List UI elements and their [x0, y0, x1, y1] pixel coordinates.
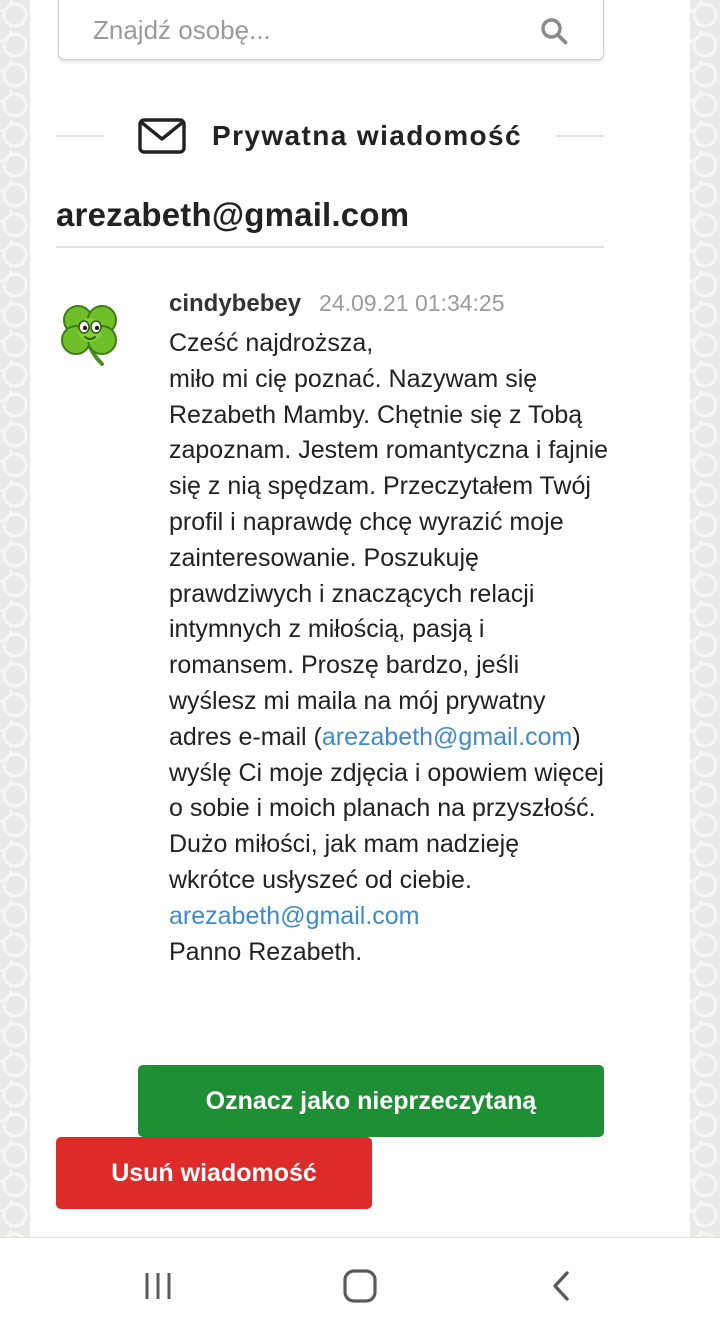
message: [169, 290, 609, 970]
email-link[interactable]: arezabeth@gmail.com: [321, 722, 573, 751]
recipient-address: arezabeth@gmail.com: [56, 196, 604, 248]
message-text: miło mi cię poznać. Nazywam się Rezabeth Mamby. Chętnie się z Tobą zapoznam. Jestem romantyczna i fajnie się z nią spędzam. Przeczytałem Twój profil i naprawdę chcę wyrazić moje zainteresowanie. Poszukuję prawdziwych i znaczących relacji intymnych z miłością, pasją i romansem. Proszę bardzo, jeśli wyślesz mi maila na mój prywatny adres e-mail: [169, 364, 609, 751]
message-text: ) wyślę Ci moje zdjęcia i opowiem więcej o sobie i moich planach na przyszłość. Dużo miłości, jak mam nadzieję wkrótce usłyszeć od ciebie.: [169, 722, 604, 894]
divider: [556, 135, 604, 137]
mark-unread-button[interactable]: Oznacz jako nieprzeczytaną: [138, 1065, 604, 1137]
section-heading: [56, 108, 604, 164]
clover-avatar: [58, 296, 122, 368]
divider: [56, 135, 104, 137]
message-meta: [169, 290, 609, 326]
message-body: [169, 326, 609, 970]
message-line: [169, 899, 609, 935]
message-line: Cześć najdroższa,: [169, 329, 374, 357]
system-nav-bar: [0, 1237, 720, 1331]
section-title: Prywatna wiadomość: [212, 120, 522, 151]
search-box[interactable]: [58, 0, 604, 60]
back-icon[interactable]: [542, 1266, 582, 1306]
recent-apps-icon[interactable]: [138, 1266, 178, 1306]
message-author[interactable]: cindybebey: [169, 290, 302, 317]
message-signature: Panno Rezabeth.: [169, 937, 363, 966]
message-timestamp: 24.09.21 01:34:25: [319, 290, 505, 316]
message-line: miło mi cię poznać. Nazywam się Rezabeth Mamby. Chętnie się z Tobą zapoznam. Jestem romantyczna i fajnie się z nią spędzam. Przeczytałem Twój profil i naprawdę chcę wyrazić moje zainteresowanie. Poszukuję prawdziwych i znaczących relacji intymnych z miłością, pasją i romansem. Proszę bardzo, jeśli wyślesz mi maila na mój prywatny adres e-mail (arezabeth@gmail.com) wyślę Ci moje zdjęcia i opowiem więcej o sobie i moich planach na przyszłość. Dużo miłości, jak mam nadzieję wkrótce usłyszeć od ciebie.: [169, 364, 609, 894]
search-icon[interactable]: [539, 16, 569, 46]
search-input[interactable]: [93, 10, 513, 50]
delete-message-button[interactable]: Usuń wiadomość: [56, 1137, 372, 1209]
signature-email-link[interactable]: arezabeth@gmail.com: [169, 901, 420, 930]
home-icon[interactable]: [340, 1266, 380, 1306]
envelope-icon: [138, 118, 186, 154]
